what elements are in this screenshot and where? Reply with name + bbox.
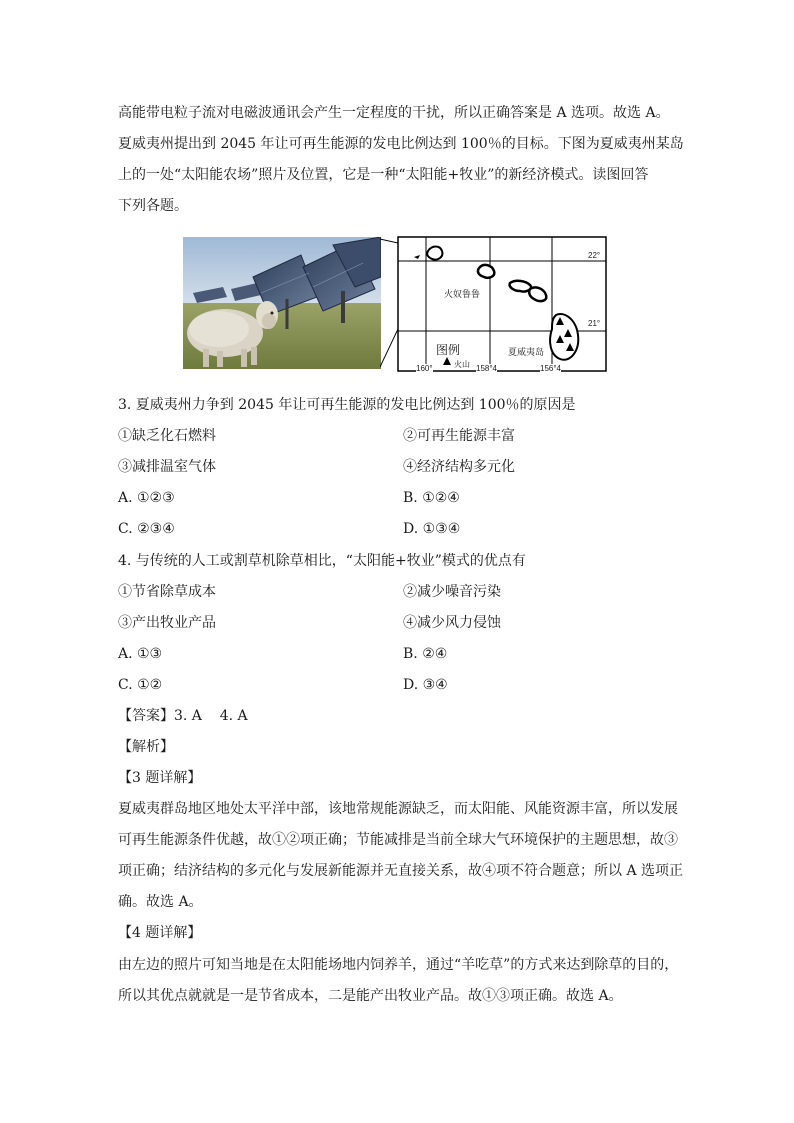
q4-option-b: B. ②④ — [403, 646, 448, 662]
q3-statement-4: ④经济结构多元化 — [403, 459, 515, 475]
legend-volcano-label: 火山 — [454, 360, 470, 369]
intro-line-1: 高能带电粒子流对电磁波通讯会产生一定程度的干扰，所以正确答案是 A 选项。故选 A。 — [118, 105, 670, 121]
lat-22-label: 22° — [588, 251, 601, 260]
detail-3-line-4: 确。故选 A。 — [118, 894, 203, 910]
lon-160-label: 160° — [416, 364, 433, 373]
q4-option-a: A. ①③ — [118, 646, 163, 662]
lat-21-label: 21° — [588, 319, 601, 328]
q4-option-d: D. ③④ — [403, 677, 448, 693]
lon-158-label: 158°4 — [476, 364, 497, 373]
legend-title: 图例 — [436, 343, 461, 357]
detail-3-title: 【3 题详解】 — [118, 770, 202, 786]
q3-option-c: C. ②③④ — [118, 521, 175, 537]
q4-statement-3: ③产出牧业产品 — [118, 615, 216, 631]
hawaii-island-label: 夏威夷岛 — [508, 348, 545, 358]
q3-statement-2: ②可再生能源丰富 — [403, 428, 515, 444]
answer-line: 【答案】3. A 4. A — [118, 708, 248, 724]
q3-option-a: A. ①②③ — [118, 490, 175, 506]
detail-3-line-2: 可再生能源条件优越，故①②项正确；节能减排是当前全球大气环境保护的主题思想，故③ — [118, 832, 678, 848]
q4-statement-4: ④减少风力侵蚀 — [403, 615, 501, 631]
detail-4-line-2: 所以其优点就就是一是节省成本，二是能产出牧业产品。故①③项正确。故选 A。 — [118, 988, 623, 1004]
intro-line-2: 夏威夷州提出到 2045 年让可再生能源的发电比例达到 100％的目标。下图为夏威夷州某岛 — [118, 136, 684, 152]
q4-statement-2: ②减少噪音污染 — [403, 584, 501, 600]
detail-3-line-3: 项正确；结济结构的多元化与发展新能源并无直接关系，故④项不符合题意；所以 A 选项正 — [118, 863, 684, 879]
q3-statement-3: ③减排温室气体 — [118, 459, 216, 475]
intro-line-3: 上的一处“太阳能农场”照片及位置，它是一种“太阳能+牧业”的新经济模式。读图回答 — [118, 167, 649, 183]
intro-line-4: 下列各题。 — [118, 198, 188, 214]
analysis-title: 【解析】 — [118, 739, 174, 755]
q4-option-c: C. ①② — [118, 677, 163, 693]
detail-4-line-1: 由左边的照片可知当地是在太阳能场地内饲养羊，通过“羊吃草”的方式来达到除草的目的， — [118, 957, 679, 973]
q3-stem: 3. 夏威夷州力争到 2045 年让可再生能源的发电比例达到 100％的原因是 — [118, 397, 576, 413]
q3-statement-1: ①缺乏化石燃料 — [118, 428, 216, 444]
solar-farm-photo — [183, 237, 381, 369]
q3-option-b: B. ①②④ — [403, 490, 460, 506]
lon-156-label: 156°4 — [540, 364, 561, 373]
q4-statement-1: ①节省除草成本 — [118, 584, 216, 600]
honolulu-label: 火奴鲁鲁 — [444, 290, 481, 300]
q3-option-d: D. ①③④ — [403, 521, 461, 537]
hawaii-location-map — [380, 235, 610, 375]
q4-stem: 4. 与传统的人工或割草机除草相比，“太阳能+牧业”模式的优点有 — [118, 553, 526, 569]
detail-3-line-1: 夏威夷群岛地区地处太平洋中部，该地常规能源缺乏，而太阳能、风能资源丰富，所以发展 — [118, 801, 678, 817]
detail-4-title: 【4 题详解】 — [118, 925, 202, 941]
